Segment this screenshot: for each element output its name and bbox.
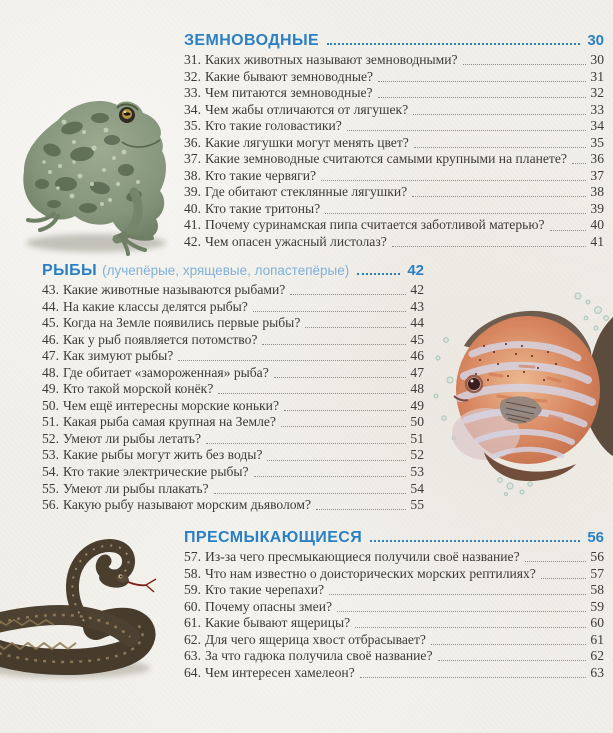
section-amphibians xyxy=(184,32,604,251)
toc-entry xyxy=(184,632,604,649)
toc-entry xyxy=(184,102,604,119)
toc-entry xyxy=(42,381,424,398)
entry-title: Кто такие черепахи? xyxy=(205,582,325,598)
entry-page-number: 47 xyxy=(410,364,424,380)
toc-entry xyxy=(42,447,424,464)
entry-page-number: 46 xyxy=(410,348,424,364)
entry-page-number: 50 xyxy=(410,414,424,430)
entry-title: Какие лягушки могут менять цвет? xyxy=(205,134,409,150)
entry-number: 49. xyxy=(42,381,59,397)
toc-entry xyxy=(184,217,604,234)
entry-page-number: 35 xyxy=(590,134,604,150)
entry-number: 51. xyxy=(42,414,59,430)
entry-number: 31. xyxy=(184,52,201,67)
entry-number: 57. xyxy=(184,549,201,564)
toc-entry xyxy=(184,168,604,185)
toc-entry xyxy=(184,582,604,599)
dot-leader xyxy=(178,360,406,361)
entry-number: 63. xyxy=(184,648,201,664)
entry-title: Чем питаются земноводные? xyxy=(205,85,373,101)
entry-title: Умеют ли рыбы летать? xyxy=(63,430,201,446)
entry-title: Кто такие электрические рыбы? xyxy=(63,464,249,480)
toc-entry xyxy=(42,348,424,365)
dot-leader xyxy=(254,476,406,477)
entry-title: Какую рыбу называют морским дьяволом? xyxy=(63,497,311,513)
toc-entry xyxy=(184,549,604,566)
dot-leader xyxy=(412,196,586,197)
entry-page-number: 30 xyxy=(590,52,604,67)
toc-entry xyxy=(184,599,604,616)
entry-number: 64. xyxy=(184,664,201,680)
toc-entry xyxy=(42,481,424,498)
dot-leader xyxy=(357,273,400,275)
entry-number: 58. xyxy=(184,565,201,581)
entry-number: 44. xyxy=(42,298,59,314)
toc-entry xyxy=(184,184,604,201)
section-header-reptiles xyxy=(184,529,604,547)
entry-title: Для чего ящерица хвост отбрасывает? xyxy=(205,631,426,647)
section-page-number: 42 xyxy=(407,262,424,279)
entry-page-number: 32 xyxy=(590,85,604,101)
section-title: ПРЕСМЫКАЮЩИЕСЯ xyxy=(184,529,363,546)
toc-entry xyxy=(184,648,604,665)
entry-number: 35. xyxy=(184,118,201,134)
toc-entries-reptiles xyxy=(184,549,604,681)
toc-entry xyxy=(184,135,604,152)
dot-leader xyxy=(316,509,406,510)
section-header-amphibians xyxy=(184,32,604,50)
dot-leader xyxy=(541,578,586,579)
toc-entry xyxy=(184,201,604,218)
entry-page-number: 42 xyxy=(410,282,424,297)
toc-entry xyxy=(42,315,424,332)
entry-number: 40. xyxy=(184,200,201,216)
section-fishes xyxy=(42,262,424,514)
entry-number: 43. xyxy=(42,282,59,297)
dot-leader xyxy=(347,130,586,131)
entry-title: Чем жабы отличаются от лягушек? xyxy=(205,101,409,117)
dot-leader xyxy=(274,377,406,378)
entry-page-number: 49 xyxy=(410,397,424,413)
toc-entry xyxy=(184,151,604,168)
dot-leader xyxy=(267,460,406,461)
entry-title: Где обитает «замороженная» рыба? xyxy=(63,364,269,380)
toc-entry xyxy=(42,365,424,382)
entry-title: Какая рыба самая крупная на Земле? xyxy=(63,414,276,430)
entry-title: Чем опасен ужасный листолаз? xyxy=(205,234,387,250)
entry-title: Как зимуют рыбы? xyxy=(63,348,174,364)
entry-page-number: 53 xyxy=(410,464,424,480)
dot-leader xyxy=(329,594,586,595)
entry-title: Что нам известно о доисторических морских рептилиях? xyxy=(205,565,536,581)
section-title: ЗЕМНОВОДНЫЕ xyxy=(184,32,320,49)
entry-title: Кто такой морской конёк? xyxy=(63,381,214,397)
entry-title: Когда на Земле появились первые рыбы? xyxy=(63,315,301,331)
entry-page-number: 31 xyxy=(590,68,604,84)
dot-leader xyxy=(378,81,586,82)
dot-leader xyxy=(550,230,586,231)
dot-leader xyxy=(321,180,586,181)
toc-entry xyxy=(42,282,424,299)
toc-entry xyxy=(184,234,604,251)
dot-leader xyxy=(305,327,406,328)
entry-page-number: 52 xyxy=(410,447,424,463)
dot-leader xyxy=(355,627,586,628)
entry-number: 59. xyxy=(184,582,201,598)
toc-entries-fishes xyxy=(42,282,424,514)
dot-leader xyxy=(463,64,586,65)
entry-title: На какие классы делятся рыбы? xyxy=(63,298,248,314)
toc-entry xyxy=(42,398,424,415)
entry-number: 42. xyxy=(184,234,201,250)
dot-leader xyxy=(214,493,406,494)
entry-page-number: 33 xyxy=(590,101,604,117)
entry-title: Почему опасны змеи? xyxy=(205,598,332,614)
entry-title: Какие животные называются рыбами? xyxy=(63,282,286,297)
entry-number: 53. xyxy=(42,447,59,463)
entry-title: Чем интересен хамелеон? xyxy=(205,664,355,680)
entry-number: 47. xyxy=(42,348,59,364)
entry-number: 36. xyxy=(184,134,201,150)
section-page-number: 30 xyxy=(587,32,604,49)
entry-page-number: 45 xyxy=(410,331,424,347)
dot-leader xyxy=(290,294,406,295)
entry-title: Где обитают стеклянные лягушки? xyxy=(205,184,408,200)
dot-leader xyxy=(281,426,406,427)
dot-leader xyxy=(284,410,406,411)
entry-number: 50. xyxy=(42,397,59,413)
entry-title: За что гадюка получила своё название? xyxy=(205,648,433,664)
dot-leader xyxy=(370,540,580,542)
dot-leader xyxy=(378,97,586,98)
entry-title: Какие бывают земноводные? xyxy=(205,68,374,84)
entry-number: 32. xyxy=(184,68,201,84)
entry-page-number: 51 xyxy=(410,430,424,446)
entry-title: Какие рыбы могут жить без воды? xyxy=(63,447,263,463)
entry-title: Чем ещё интересны морские коньки? xyxy=(63,397,279,413)
entry-number: 46. xyxy=(42,331,59,347)
entry-page-number: 44 xyxy=(410,315,424,331)
toc-entry xyxy=(42,332,424,349)
discus-fish-photo xyxy=(428,288,613,523)
toc-entry xyxy=(184,615,604,632)
entry-number: 39. xyxy=(184,184,201,200)
entry-number: 45. xyxy=(42,315,59,331)
dot-leader xyxy=(218,393,406,394)
dot-leader xyxy=(262,344,406,345)
dot-leader xyxy=(431,644,586,645)
entry-number: 55. xyxy=(42,480,59,496)
toad-photo xyxy=(14,92,174,257)
dot-leader xyxy=(325,213,586,214)
entry-title: Как у рыб появляется потомство? xyxy=(63,331,258,347)
dot-leader xyxy=(438,660,586,661)
dot-leader xyxy=(392,246,586,247)
section-page-number: 56 xyxy=(587,529,604,546)
toc-entry xyxy=(184,69,604,86)
toc-entry xyxy=(42,497,424,514)
entry-number: 38. xyxy=(184,167,201,183)
dot-leader xyxy=(253,311,406,312)
entry-title: Почему суринамская пипа считается заботливой матерью? xyxy=(205,217,545,233)
dot-leader xyxy=(525,561,586,562)
toc-entry xyxy=(184,85,604,102)
entry-title: Кто такие червяги? xyxy=(205,167,316,183)
entry-page-number: 60 xyxy=(590,615,604,631)
dot-leader xyxy=(414,147,586,148)
toc-entry xyxy=(184,118,604,135)
dot-leader xyxy=(413,114,586,115)
dot-leader xyxy=(337,611,586,612)
entry-page-number: 36 xyxy=(590,151,604,167)
entry-page-number: 63 xyxy=(590,664,604,680)
toc-entry xyxy=(42,414,424,431)
entry-page-number: 43 xyxy=(410,298,424,314)
dot-leader xyxy=(327,43,580,45)
entry-number: 61. xyxy=(184,615,201,631)
section-header-fishes xyxy=(42,262,424,280)
entry-page-number: 59 xyxy=(590,598,604,614)
entry-page-number: 39 xyxy=(590,200,604,216)
entry-page-number: 61 xyxy=(590,631,604,647)
toc-entry xyxy=(184,665,604,682)
toc-entry xyxy=(42,464,424,481)
section-title: РЫБЫ xyxy=(42,262,98,279)
entry-number: 52. xyxy=(42,430,59,446)
toc-entry xyxy=(184,52,604,69)
entry-page-number: 38 xyxy=(590,184,604,200)
dot-leader xyxy=(572,163,586,164)
entry-number: 33. xyxy=(184,85,201,101)
entry-title: Кто такие тритоны? xyxy=(205,200,321,216)
entry-number: 37. xyxy=(184,151,201,167)
dot-leader xyxy=(206,443,406,444)
entry-page-number: 37 xyxy=(590,167,604,183)
entry-number: 34. xyxy=(184,101,201,117)
toc-entry xyxy=(42,431,424,448)
toc-entry xyxy=(184,566,604,583)
entry-title: Каких животных называют земноводными? xyxy=(205,52,458,67)
entry-page-number: 55 xyxy=(410,497,424,513)
section-reptiles xyxy=(184,529,604,681)
entry-page-number: 58 xyxy=(590,582,604,598)
entry-number: 54. xyxy=(42,464,59,480)
entry-number: 56. xyxy=(42,497,59,513)
dot-leader xyxy=(360,677,586,678)
entry-title: Какие бывают ящерицы? xyxy=(205,615,351,631)
entry-number: 48. xyxy=(42,364,59,380)
toc-entry xyxy=(42,299,424,316)
entry-page-number: 34 xyxy=(590,118,604,134)
entry-number: 41. xyxy=(184,217,201,233)
entry-number: 62. xyxy=(184,631,201,647)
entry-title: Умеют ли рыбы плакать? xyxy=(63,480,209,496)
entry-number: 60. xyxy=(184,598,201,614)
entry-page-number: 62 xyxy=(590,648,604,664)
entry-title: Кто такие головастики? xyxy=(205,118,342,134)
entry-page-number: 57 xyxy=(590,565,604,581)
entry-title: Какие земноводные считаются самыми крупными на планете? xyxy=(205,151,567,167)
toc-entries-amphibians xyxy=(184,52,604,251)
entry-page-number: 40 xyxy=(590,217,604,233)
entry-page-number: 56 xyxy=(590,549,604,564)
section-subtitle: (лучепёрые, хрящевые, лопастепёрые) xyxy=(102,263,350,278)
entry-page-number: 48 xyxy=(410,381,424,397)
rattlesnake-photo xyxy=(0,519,173,687)
entry-page-number: 41 xyxy=(590,234,604,250)
entry-title: Из-за чего пресмыкающиеся получили своё название? xyxy=(205,549,520,564)
entry-page-number: 54 xyxy=(410,480,424,496)
